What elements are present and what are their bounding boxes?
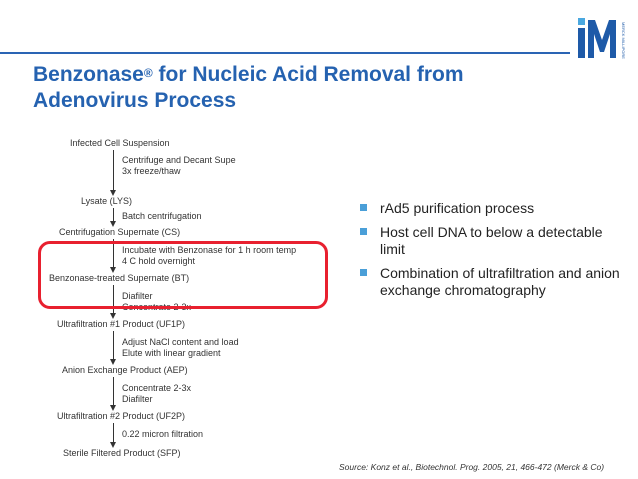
process-line: 4 C hold overnight	[122, 256, 196, 266]
bullet-text: Combination of ultrafiltration and anion exchange chromatography	[380, 265, 620, 298]
flow-process	[122, 155, 236, 177]
arrow-down-icon	[110, 442, 116, 448]
title-line2: Adenovirus Process	[33, 89, 237, 112]
flow-step: Lysate (LYS)	[81, 196, 133, 206]
flow-process	[122, 383, 191, 405]
process-line: Diafilter	[122, 394, 153, 404]
bullet-text: Host cell DNA to below a detectable limit	[380, 224, 603, 257]
flow-connector	[113, 331, 114, 361]
flow-connector	[113, 423, 114, 444]
bullet-list	[360, 200, 620, 306]
process-line: Batch centrifugation	[122, 211, 202, 221]
square-bullet-icon	[360, 269, 367, 276]
flow-step: Infected Cell Suspension	[70, 138, 170, 148]
square-bullet-icon	[360, 228, 367, 235]
arrow-down-icon	[110, 405, 116, 411]
arrow-down-icon	[110, 221, 116, 227]
arrow-down-icon	[110, 359, 116, 365]
process-line: Adjust NaCl content and load	[122, 337, 239, 347]
flow-process	[122, 211, 202, 222]
flow-step: Sterile Filtered Product (SFP)	[63, 448, 181, 458]
arrow-down-icon	[110, 190, 116, 196]
bullet-item	[360, 224, 620, 258]
flow-step: Anion Exchange Product (AEP)	[62, 365, 188, 375]
flow-step: Centrifugation Supernate (CS)	[59, 227, 181, 237]
flow-process	[122, 337, 239, 359]
bullet-item	[360, 200, 620, 217]
bullet-item	[360, 265, 620, 299]
process-line: Concentrate 2-3x	[122, 302, 192, 312]
process-line: Concentrate 2-3x	[122, 383, 192, 393]
flow-connector	[113, 150, 114, 192]
title-line1-rest: for Nucleic Acid Removal from	[152, 63, 464, 86]
registered-mark: ®	[143, 66, 153, 80]
process-line: 3x freeze/thaw	[122, 166, 181, 176]
process-line: Elute with linear gradient	[122, 348, 221, 358]
flow-step: Ultrafiltration #2 Product (UF2P)	[57, 411, 186, 421]
flow-process	[122, 429, 203, 440]
square-bullet-icon	[360, 204, 367, 211]
bullet-text: rAd5 purification process	[380, 200, 535, 216]
merck-millipore-logo	[572, 12, 628, 70]
benzonase-step-highlight	[38, 241, 328, 309]
process-line: Diafilter	[122, 291, 153, 301]
flow-connector	[113, 377, 114, 407]
source-citation: Source: Konz et al., Biotechnol. Prog. 2005, 21, 466-472 (Merck & Co)	[339, 462, 605, 472]
arrow-down-icon	[110, 313, 116, 319]
logo-vertical-text: MERCK MILLIPORE	[621, 22, 626, 59]
flow-step: Benzonase-treated Supernate (BT)	[49, 273, 190, 283]
flow-step: Ultrafiltration #1 Product (UF1P)	[57, 319, 186, 329]
process-line: Centrifuge and Decant Supe	[122, 155, 236, 165]
process-line: 0.22 micron filtration	[122, 429, 204, 439]
title-line1: Benzonase	[33, 63, 144, 86]
process-line: Incubate with Benzonase for 1 h room temp	[122, 245, 297, 255]
